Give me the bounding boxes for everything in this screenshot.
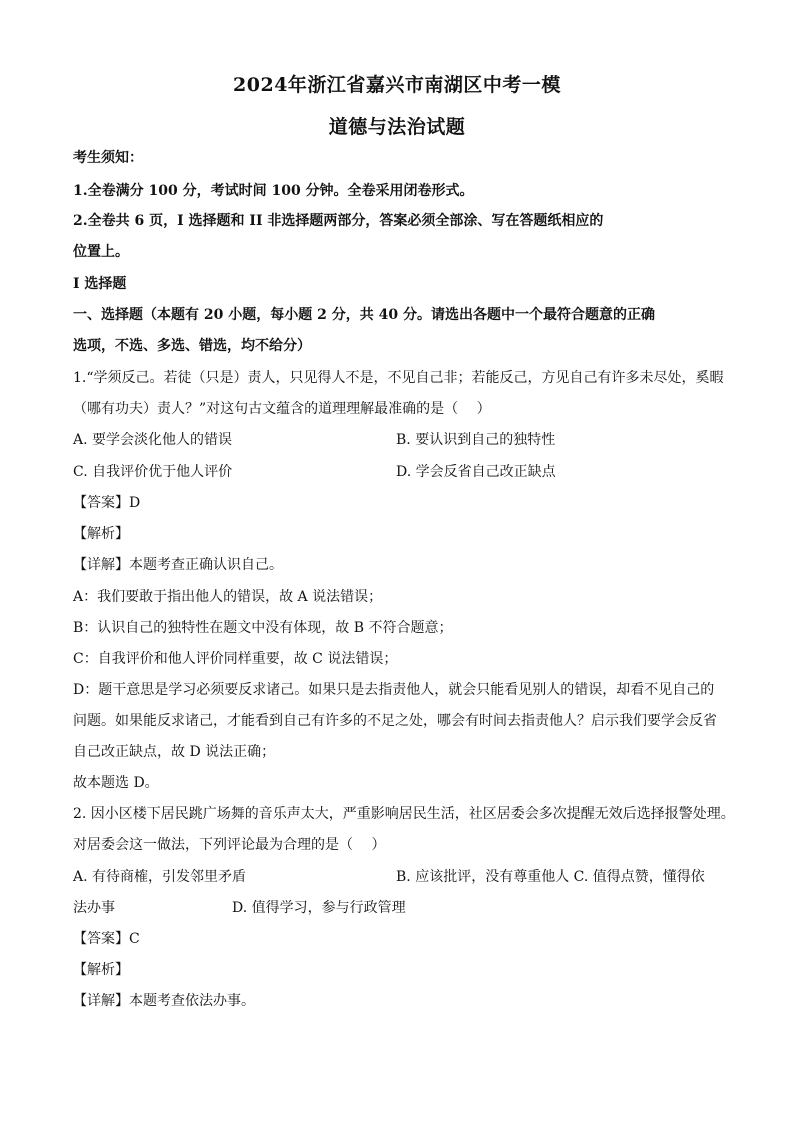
page-subtitle: 道德与法治试题 [328,116,466,138]
q1-detail: 【详解】本题考查正确认识自己。 [73,557,283,573]
q1-explanation-d-line-3: 自己改正缺点，故 D 说法正确； [73,744,276,760]
q2-option-b-c: B. 应该批评，没有尊重他人 C. 值得点赞，懂得依 [396,869,705,885]
q2-option-d: D. 值得学习，参与行政管理 [232,900,406,916]
q2-detail: 【详解】本题考查依法办事。 [73,993,255,1009]
q1-option-d: D. 学会反省自己改正缺点 [396,464,556,480]
q2-stem-line-2: 对居委会这一做法，下列评论最为合理的是（ ） [73,837,386,853]
q1-explanation-a: A：我们要敢于指出他人的错误，故 A 说法错误； [73,589,383,605]
page-title: 2024年浙江省嘉兴市南湖区中考一模 [233,74,561,96]
section-heading-line-2: 选项，不选、多选、错选，均不给分） [73,338,311,354]
section-heading-line-1: 一、选择题（本题有 20 小题，每小题 2 分，共 40 分。请选出各题中一个最符合题意的正确 [73,307,655,323]
notice-heading: 考生须知： [73,150,143,166]
q2-stem-line-1: 2. 因小区楼下居民跳广场舞的音乐声太大，严重影响居民生活，社区居委会多次提醒无效后选择报警处理。 [73,806,735,822]
notice-item-1: 1.全卷满分 100 分，考试时间 100 分钟。全卷采用闭卷形式。 [73,183,474,199]
q1-analysis-label: 【解析】 [73,526,129,542]
q1-conclusion: 故本题选 D。 [73,775,159,791]
q2-analysis-label: 【解析】 [73,962,129,978]
section-part-label: I 选择题 [73,276,127,292]
q2-option-c-continued: 法办事 [73,900,115,916]
q1-explanation-d-line-2: 问题。如果能反求诸己，才能看到自己有许多的不足之处，哪会有时间去指责他人？启示我们要学会反省 [73,713,717,729]
q1-explanation-c: C：自我评价和他人评价同样重要，故 C 说法错误； [73,651,398,667]
q1-stem-line-1: 1.“学须反己。若徒（只是）责人，只见得人不是，不见自己非；若能反己，方见自己有许多未尽处，奚暇 [73,370,724,386]
q1-option-b: B. 要认识到自己的独特性 [396,432,556,448]
q1-explanation-d-line-1: D：题干意思是学习必须要反求诸己。如果只是去指责他人，就会只能看见别人的错误，却看不见自己的 [73,682,715,698]
q1-answer: 【答案】D [73,495,141,511]
q1-option-c: C. 自我评价优于他人评价 [73,464,233,480]
q2-answer: 【答案】C [73,931,140,947]
notice-item-2-line-1: 2.全卷共 6 页，I 选择题和 II 非选择题两部分，答案必须全部涂、写在答题纸相应的 [73,213,604,229]
q2-option-a: A. 有待商榷，引发邻里矛盾 [73,869,247,885]
q1-option-a: A. 要学会淡化他人的错误 [73,432,233,448]
notice-item-2-line-2: 位置上。 [73,244,129,260]
q1-stem-line-2: （哪有功夫）责人？”对这句古文蕴含的道理理解最准确的是（ ） [73,401,491,417]
q1-explanation-b: B：认识自己的独特性在题文中没有体现，故 B 不符合题意； [73,620,453,636]
